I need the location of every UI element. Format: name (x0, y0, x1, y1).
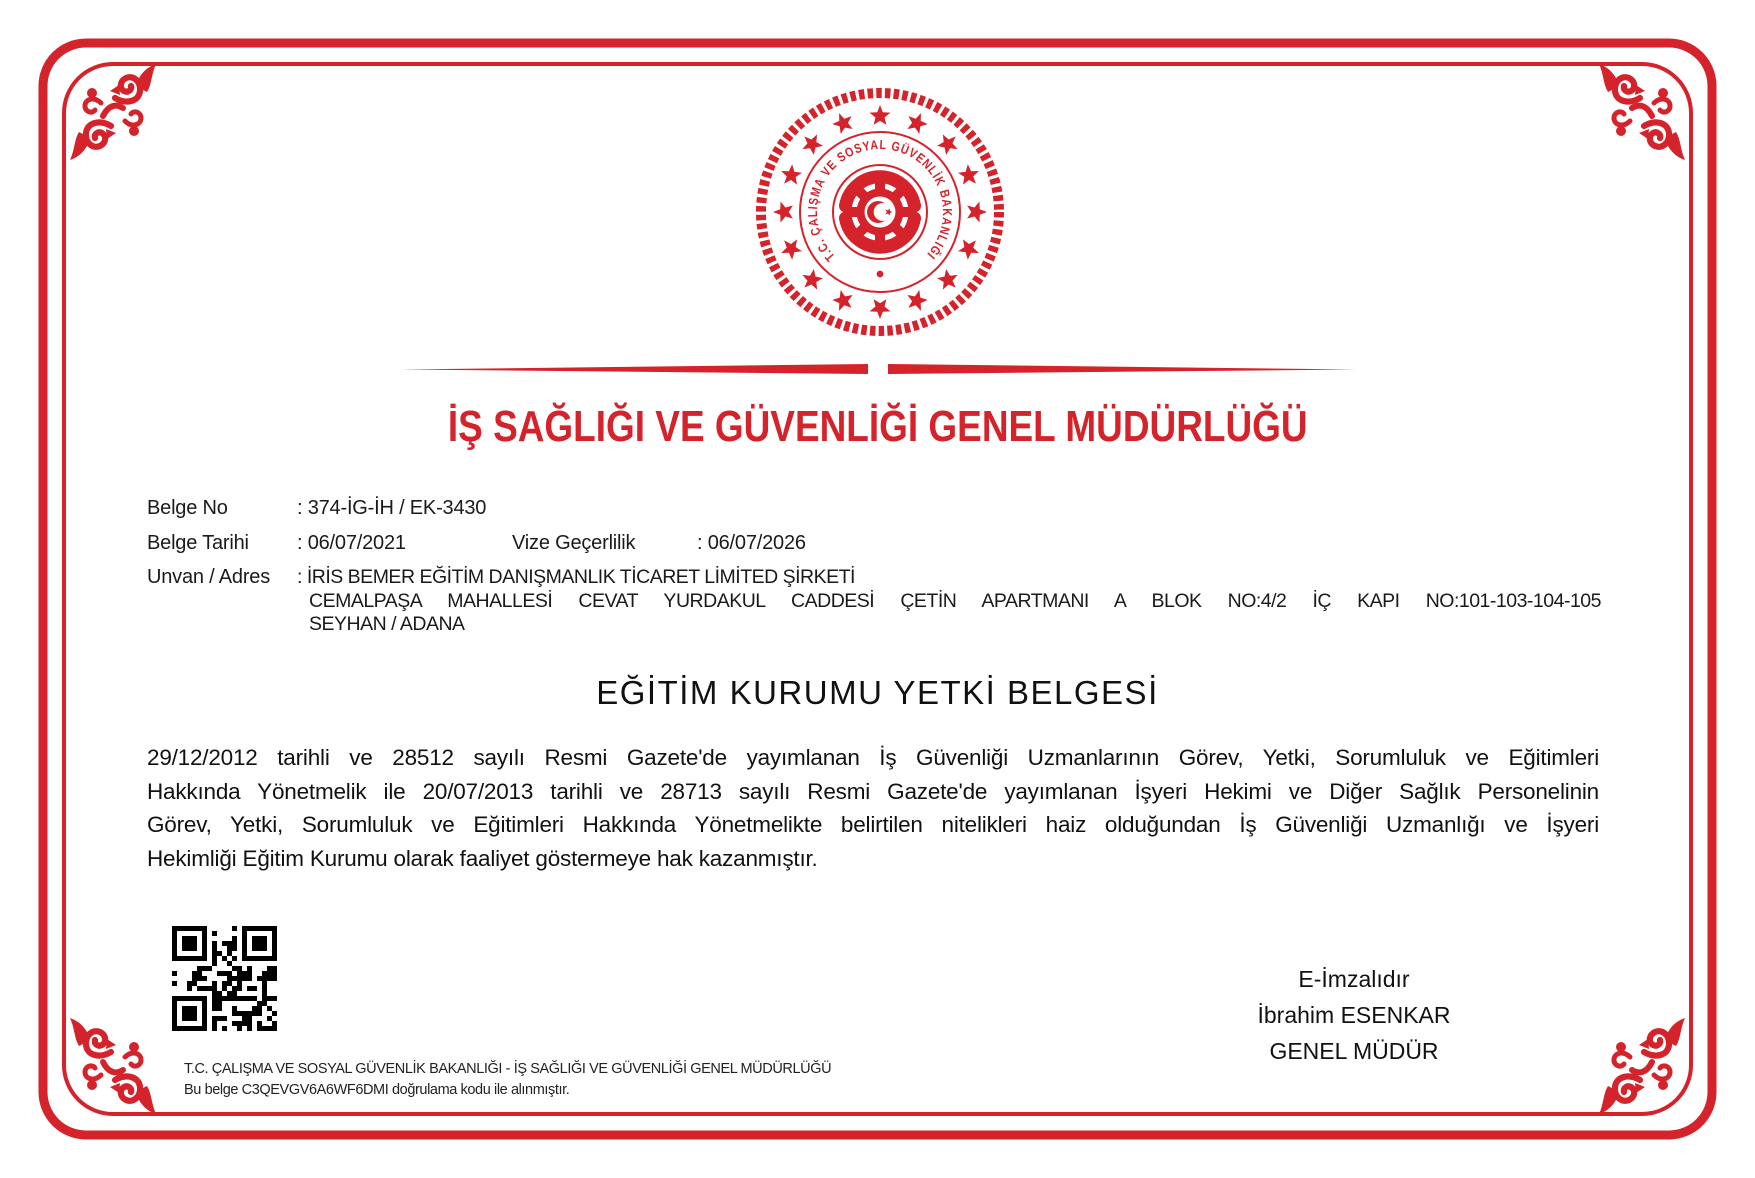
unvan-adres-line3: SEYHAN / ADANA (309, 613, 465, 635)
gear-icon (848, 180, 912, 244)
signature-block (1104, 961, 1604, 1069)
corner-ornament-bottom-left (70, 1018, 156, 1114)
body-line-3: Görev, Yetki, Sorumluluk ve Eğitimleri Hakkında Yönetmelikte belirtilen nitelikleri haiz olduğundan İş Güvenliği Uzmanlığı ve İşyeri (147, 812, 1599, 837)
unvan-adres-label: Unvan / Adres (147, 566, 271, 588)
unvan-adres-row (0, 566, 1755, 590)
corner-ornament-bottom-right (1599, 1018, 1685, 1114)
e-signature-label: E-İmzalıdır (1298, 966, 1410, 992)
header-divider (400, 362, 1356, 376)
unvan-adres-line2: CEMALPAŞA MAHALLESİ CEVAT YURDAKUL CADDESİ ÇETİN APARTMANI A BLOK NO:4/2 İÇ KAPI NO:101-103-104-105 (309, 590, 1601, 612)
vize-gecerlilik-label: Vize Geçerlilik (512, 532, 636, 554)
signer-title: GENEL MÜDÜR (1269, 1038, 1439, 1064)
belge-tarihi-label: Belge Tarihi (147, 532, 249, 554)
emblem-ring-text: T.C. ÇALIŞMA VE SOSYAL GÜVENLİK BAKANLIĞI (804, 136, 956, 265)
corner-ornament-top-left (70, 64, 156, 160)
belge-no-label: Belge No (147, 497, 228, 519)
signer-name: İbrahim ESENKAR (1257, 1002, 1451, 1028)
belge-tarihi-value: : 06/07/2021 (297, 532, 406, 554)
certificate-type-title: EĞİTİM KURUMU YETKİ BELGESİ (596, 674, 1159, 711)
unvan-adres-line1: : İRİS BEMER EĞİTİM DANIŞMANLIK TİCARET LİMİTED ŞİRKETİ (297, 566, 855, 588)
footer-verification (184, 1059, 831, 1100)
qr-code (172, 926, 277, 1031)
body-line-2: Hakkında Yönetmelik ile 20/07/2013 tarihli ve 28713 sayılı Resmi Gazete'de yayımlanan İşyeri Hekimi ve Diğer Sağlık Personelinin (147, 778, 1599, 804)
body-line-1: 29/12/2012 tarihli ve 28512 sayılı Resmi Gazete'de yayımlanan İş Güvenliği Uzmanlarının Görev, Yetki, Sorumluluk ve Eğitimleri (147, 745, 1599, 770)
belge-no-value: : 374-İG-İH / EK-3430 (297, 497, 487, 519)
certificate-body-text (147, 741, 1599, 875)
belge-tarihi-row (0, 532, 1755, 556)
vize-gecerlilik-value: : 06/07/2026 (697, 532, 806, 554)
belge-no-row (0, 497, 1755, 521)
emblem-bottom-dot (877, 271, 884, 278)
footer-authority-line: T.C. ÇALIŞMA VE SOSYAL GÜVENLİK BAKANLIĞI - İŞ SAĞLIĞI VE GÜVENLİĞİ GENEL MÜDÜRLÜĞÜ (184, 1061, 832, 1077)
directorate-title: İŞ SAĞLIĞI VE GÜVENLİĞİ GENEL MÜDÜRLÜĞÜ (447, 402, 1308, 451)
corner-ornament-top-right (1599, 64, 1685, 160)
body-line-4: Hekimliği Eğitim Kurumu olarak faaliyet göstermeye hak kazanmıştır. (147, 845, 818, 871)
ministry-emblem (750, 82, 1010, 342)
footer-verification-code-line: Bu belge C3QEVGV6A6WF6DMI doğrulama kodu ile alınmıştır. (184, 1081, 570, 1098)
